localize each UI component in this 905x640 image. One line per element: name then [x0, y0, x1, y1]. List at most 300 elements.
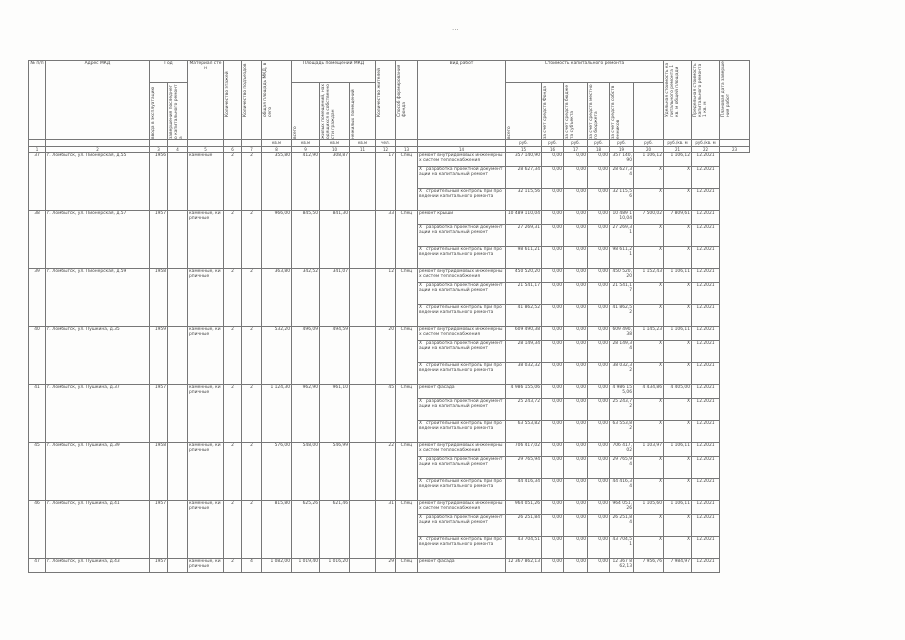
- cost-fed: 0,00: [542, 537, 564, 559]
- cost-reg: 0,00: [564, 479, 588, 501]
- cost-fed: 0,00: [542, 327, 564, 341]
- table-row: [29, 269, 750, 283]
- header-entrances: Количество подъездов: [242, 61, 262, 140]
- cost-date: 12.2021: [692, 189, 720, 211]
- cost-unit: 4 434,86: [634, 385, 664, 399]
- header-cost-reg: за счет средств бюджета субъекта: [564, 83, 588, 140]
- work-code: X: [419, 399, 423, 405]
- cost-total: 28 149,34: [506, 341, 542, 363]
- cost-unit: X: [634, 515, 664, 537]
- year-overhaul: [168, 327, 188, 385]
- cost-date: 12.2021: [692, 559, 720, 573]
- work-type: [418, 167, 506, 189]
- units-row: [29, 140, 750, 147]
- cost-loc: 0,00: [588, 283, 610, 305]
- header-area-nonliving: нежилых помещений: [350, 83, 376, 140]
- area-living: 494,59: [320, 327, 350, 385]
- building-no: 46: [29, 501, 46, 559]
- cost-total: 98 611,21: [506, 247, 542, 269]
- work-name: строительный контроль при проведении капитального ремонта: [419, 305, 502, 316]
- cost-unit: 7 956,76: [634, 559, 664, 573]
- entrances-count: 2: [242, 385, 262, 443]
- cost-total: 32 115,56: [506, 189, 542, 211]
- cost-limit: X: [664, 363, 692, 385]
- cost-date: 12.2021: [692, 457, 720, 479]
- cost-unit: 1 103,97: [634, 443, 664, 457]
- cost-date: 12.2021: [692, 501, 720, 515]
- cost-date: 12.2021: [692, 363, 720, 385]
- entrances-count: 2: [242, 211, 262, 269]
- column-number-cell: 17: [564, 147, 588, 153]
- cost-reg: 0,00: [564, 189, 588, 211]
- cost-limit: 1 106,11: [664, 443, 692, 457]
- cost-own: 32 115,56: [610, 189, 634, 211]
- work-name: разработка проектной документации на капитальный ремонт: [419, 225, 503, 236]
- cost-limit: 1 106,11: [664, 501, 692, 515]
- building-address: г. Ломбыгск, ул. Пионерская, д.59: [46, 269, 150, 327]
- work-code: X: [419, 305, 423, 311]
- building-no: 47: [29, 559, 46, 573]
- cost-unit: X: [634, 225, 664, 247]
- cost-own: 450 520,20: [610, 269, 634, 283]
- area-nonliving: [350, 153, 376, 211]
- cost-fed: 0,00: [542, 269, 564, 283]
- unit-cell: чел.: [376, 140, 396, 147]
- building-no: 37: [29, 153, 46, 211]
- work-name: ремонт крыши: [419, 211, 454, 217]
- header-floors: Количество этажей: [224, 61, 242, 140]
- floors-count: 2: [224, 443, 242, 501]
- cost-loc: 0,00: [588, 363, 610, 385]
- building-address: г. Ломбыгск, ул. Пушкина, д.39: [46, 443, 150, 501]
- cost-reg: 0,00: [564, 399, 588, 421]
- cost-limit: 7 809,61: [664, 211, 692, 225]
- area-living: 621,46: [320, 501, 350, 559]
- cost-fed: 0,00: [542, 457, 564, 479]
- column-number-cell: 23: [720, 147, 750, 153]
- cost-reg: 0,00: [564, 153, 588, 167]
- column-number-cell: 13: [396, 147, 418, 153]
- work-name: строительный контроль при проведении капитального ремонта: [419, 189, 502, 200]
- cost-total: 63 553,82: [506, 421, 542, 443]
- cost-reg: 0,00: [564, 559, 588, 573]
- work-type: [418, 305, 506, 327]
- cost-unit: X: [634, 167, 664, 189]
- building-no: 39: [29, 269, 46, 327]
- page-mark: ...: [452, 24, 459, 32]
- cost-unit: X: [634, 421, 664, 443]
- year-overhaul: [168, 269, 188, 327]
- cost-reg: 0,00: [564, 305, 588, 327]
- header-row-top: [29, 61, 750, 83]
- cost-loc: 0,00: [588, 537, 610, 559]
- year-built: 1957: [150, 211, 168, 269]
- header-year-overhaul: завершения последнего капитального ремонта: [168, 83, 188, 140]
- work-name: строительный контроль при проведении капитального ремонта: [419, 537, 502, 548]
- entrances-count: 4: [242, 559, 262, 573]
- year-built: 1956: [150, 153, 168, 211]
- cost-limit: X: [664, 515, 692, 537]
- wall-material: каменные, кирпичные: [188, 269, 224, 327]
- building-address: г. Ломбыгск, ул. Пушкина, д.35: [46, 327, 150, 385]
- cost-fed: 0,00: [542, 479, 564, 501]
- header-area-all: всего: [292, 83, 320, 140]
- cost-unit: X: [634, 537, 664, 559]
- cost-limit: 1 106,11: [664, 269, 692, 283]
- cost-total: 25 243,72: [506, 399, 542, 421]
- cost-fed: 0,00: [542, 559, 564, 573]
- cost-reg: 0,00: [564, 225, 588, 247]
- work-code: X: [419, 283, 423, 289]
- cost-loc: 0,00: [588, 515, 610, 537]
- floors-count: 2: [224, 153, 242, 211]
- work-name: разработка проектной документации на капитальный ремонт: [419, 283, 503, 294]
- year-overhaul: [168, 501, 188, 559]
- cost-unit: 1 152,43: [634, 269, 664, 283]
- cost-total: 12 367 862,13: [506, 559, 542, 573]
- area-all: 1 019,40: [292, 559, 320, 573]
- cost-date: 12.2021: [692, 443, 720, 457]
- column-number-cell: 18: [588, 147, 610, 153]
- work-code: X: [419, 189, 423, 195]
- cost-limit: X: [664, 167, 692, 189]
- cost-own: 357 140,90: [610, 153, 634, 167]
- building-address: г. Ломбыгск, ул. Пушкина, д.37: [46, 385, 150, 443]
- cost-total: 4 986 155,06: [506, 385, 542, 399]
- cost-own: 706 417,02: [610, 443, 634, 457]
- cost-limit: 1 106,12: [664, 153, 692, 167]
- work-type: [418, 225, 506, 247]
- header-residents: Количество жителей: [376, 61, 396, 140]
- work-type: [418, 515, 506, 537]
- cost-own: 25 243,72: [610, 399, 634, 421]
- unit-cell: руб.: [564, 140, 588, 147]
- area-all: 625,26: [292, 501, 320, 559]
- cost-total: 21 541,17: [506, 283, 542, 305]
- cost-loc: 0,00: [588, 167, 610, 189]
- wall-material: каменные, кирпичные: [188, 211, 224, 269]
- cost-limit: X: [664, 247, 692, 269]
- column-number-cell: 5: [188, 147, 224, 153]
- wall-material: каменные, кирпичные: [188, 327, 224, 385]
- fund-method: Спец: [396, 327, 418, 385]
- unit-cell: [46, 140, 150, 147]
- cost-date: 12.2021: [692, 167, 720, 189]
- cost-loc: 0,00: [588, 327, 610, 341]
- unit-cell: кв.м: [262, 140, 292, 147]
- cost-total: 10 489 110,04: [506, 211, 542, 225]
- cost-fed: 0,00: [542, 167, 564, 189]
- work-type: [418, 211, 506, 225]
- area-all: 962,90: [292, 385, 320, 443]
- building-address: г. Ломбыгск, ул. Пионерская, д.57: [46, 211, 150, 269]
- residents-count: 33: [376, 211, 396, 269]
- work-name: ремонт внутридомовых инженерных систем теплоснабжения: [419, 153, 503, 164]
- year-built: 1957: [150, 385, 168, 443]
- table-row: [29, 153, 750, 167]
- work-name: строительный контроль при проведении капитального ремонта: [419, 247, 502, 258]
- work-name: разработка проектной документации на капитальный ремонт: [419, 341, 503, 352]
- building-address: г. Ломбыгск, ул. Пушкина, д.41: [46, 501, 150, 559]
- area-nonliving: [350, 559, 376, 573]
- header-cost-loc: за счет средств местного бюджета: [588, 83, 610, 140]
- area-nonliving: [350, 269, 376, 327]
- cost-fed: 0,00: [542, 211, 564, 225]
- work-name: строительный контроль при проведении капитального ремонта: [419, 421, 502, 432]
- cost-reg: 0,00: [564, 327, 588, 341]
- cost-date: 12.2021: [692, 305, 720, 327]
- cost-loc: 0,00: [588, 385, 610, 399]
- cost-total: 964 051,26: [506, 501, 542, 515]
- cost-own: 10 489 110,04: [610, 211, 634, 225]
- cost-date: 12.2021: [692, 515, 720, 537]
- cost-unit: X: [634, 479, 664, 501]
- work-type: [418, 559, 506, 573]
- wall-material: каменные: [188, 153, 224, 211]
- work-code: X: [419, 225, 423, 231]
- area-nonliving: [350, 501, 376, 559]
- unit-cell: руб./кв. м: [664, 140, 692, 147]
- column-number-cell: 14: [418, 147, 506, 153]
- unit-cell: кв.м: [292, 140, 320, 147]
- residents-count: 22: [376, 443, 396, 501]
- header-method: Способ формирования фонда: [396, 61, 418, 140]
- area-all: 845,50: [292, 211, 320, 269]
- cost-own: 28 149,34: [610, 341, 634, 363]
- area-all: 412,90: [292, 153, 320, 211]
- work-name: разработка проектной документации на капитальный ремонт: [419, 167, 503, 178]
- cost-own: 12 367 862,13: [610, 559, 634, 573]
- cost-date: 12.2021: [692, 225, 720, 247]
- cost-limit: X: [664, 479, 692, 501]
- header-total-area: общая площадь МКД, всего: [262, 61, 292, 140]
- cost-reg: 0,00: [564, 247, 588, 269]
- area-nonliving: [350, 327, 376, 385]
- column-number-cell: 16: [542, 147, 564, 153]
- work-type: [418, 363, 506, 385]
- cost-fed: 0,00: [542, 283, 564, 305]
- cost-own: 98 611,21: [610, 247, 634, 269]
- cost-loc: 0,00: [588, 443, 610, 457]
- wall-material: каменные, кирпичные: [188, 501, 224, 559]
- building-address: г. Ломбыгск, ул. Пушкина, д.43: [46, 559, 150, 573]
- cost-total: 357 140,90: [506, 153, 542, 167]
- cost-unit: 7 500,02: [634, 211, 664, 225]
- cost-date: 12.2021: [692, 479, 720, 501]
- work-type: [418, 399, 506, 421]
- cost-total: 41 862,52: [506, 305, 542, 327]
- cost-reg: 0,00: [564, 167, 588, 189]
- cost-unit: X: [634, 305, 664, 327]
- fund-method: Спец: [396, 211, 418, 269]
- table-row: [29, 443, 750, 457]
- unit-cell: [720, 140, 750, 147]
- total-area: 815,80: [262, 501, 292, 559]
- cost-fed: 0,00: [542, 399, 564, 421]
- area-living: 961,10: [320, 385, 350, 443]
- header-year-built: ввода в эксплуатацию: [150, 83, 168, 140]
- work-type: [418, 421, 506, 443]
- cost-fed: 0,00: [542, 421, 564, 443]
- residents-count: 20: [376, 327, 396, 385]
- fund-method: Спец: [396, 559, 418, 573]
- area-all: 342,52: [292, 269, 320, 327]
- cost-total: 38 032,32: [506, 363, 542, 385]
- header-area-group: Площадь помещений МКД: [292, 61, 376, 83]
- header-unit-cost: Удельная стоимость капитального ремонта 1 кв. м общей площади: [664, 61, 692, 140]
- year-overhaul: [168, 559, 188, 573]
- cost-unit: X: [634, 363, 664, 385]
- cost-total: 29 765,94: [506, 457, 542, 479]
- header-area-living: жилых помещений, находящихся в собственности граждан: [320, 83, 350, 140]
- work-name: разработка проектной документации на капитальный ремонт: [419, 515, 503, 526]
- header-year-group: Год: [150, 61, 188, 83]
- column-number-cell: 3: [150, 147, 168, 153]
- cost-unit: X: [634, 341, 664, 363]
- residents-count: 29: [376, 559, 396, 573]
- cost-own: 27 269,31: [610, 225, 634, 247]
- year-built: 1958: [150, 443, 168, 501]
- work-type: [418, 327, 506, 341]
- work-code: X: [419, 515, 423, 521]
- building-no: 41: [29, 385, 46, 443]
- year-built: 1959: [150, 327, 168, 385]
- year-overhaul: [168, 153, 188, 211]
- column-number-cell: 10: [320, 147, 350, 153]
- cost-fed: 0,00: [542, 247, 564, 269]
- work-name: ремонт внутридомовых инженерных систем теплоснабжения: [419, 443, 503, 454]
- cost-loc: 0,00: [588, 225, 610, 247]
- area-all: 548,00: [292, 443, 320, 501]
- work-type: [418, 501, 506, 515]
- work-code: X: [419, 421, 423, 427]
- cost-date: 12.2021: [692, 211, 720, 225]
- cost-unit: 1 106,12: [634, 153, 664, 167]
- entrances-count: 2: [242, 153, 262, 211]
- work-code: X: [419, 457, 423, 463]
- cost-fed: 0,00: [542, 189, 564, 211]
- cost-unit: X: [634, 189, 664, 211]
- cost-own: 41 862,52: [610, 305, 634, 327]
- cost-unit: X: [634, 457, 664, 479]
- cost-date: 12.2021: [692, 385, 720, 399]
- work-code: X: [419, 167, 423, 173]
- column-number-cell: 4: [168, 147, 188, 153]
- floors-count: 2: [224, 327, 242, 385]
- floors-count: 2: [224, 385, 242, 443]
- cost-total: 706 417,02: [506, 443, 542, 457]
- cost-reg: 0,00: [564, 443, 588, 457]
- unit-cell: кв.м: [320, 140, 350, 147]
- cost-reg: 0,00: [564, 211, 588, 225]
- total-area: 966,00: [262, 211, 292, 269]
- unit-cell: руб./кв. м: [692, 140, 720, 147]
- unit-cell: руб.: [588, 140, 610, 147]
- header-deadline: Плановая дата завершения работ: [720, 61, 750, 140]
- building-no: 38: [29, 211, 46, 269]
- cost-date: 12.2021: [692, 247, 720, 269]
- work-type: [418, 457, 506, 479]
- cost-limit: X: [664, 399, 692, 421]
- table-row: [29, 211, 750, 225]
- area-nonliving: [350, 385, 376, 443]
- residents-count: 45: [376, 385, 396, 443]
- cost-loc: 0,00: [588, 559, 610, 573]
- cost-own: 609 490,38: [610, 327, 634, 341]
- cost-limit: 4 405,00: [664, 385, 692, 399]
- table-row: [29, 559, 750, 573]
- column-number-cell: 9: [292, 147, 320, 153]
- work-type: [418, 443, 506, 457]
- header-cost-group: Стоимость капитального ремонта: [506, 61, 664, 83]
- area-living: 341,07: [320, 269, 350, 327]
- column-number-cell: 21: [664, 147, 692, 153]
- cost-fed: 0,00: [542, 305, 564, 327]
- cost-limit: 1 106,11: [664, 327, 692, 341]
- work-type: [418, 153, 506, 167]
- wall-material: каменные, кирпичные: [188, 385, 224, 443]
- entrances-count: 2: [242, 269, 262, 327]
- year-overhaul: [168, 443, 188, 501]
- cost-limit: X: [664, 283, 692, 305]
- cost-fed: 0,00: [542, 225, 564, 247]
- cost-limit: X: [664, 341, 692, 363]
- work-name: разработка проектной документации на капитальный ремонт: [419, 399, 503, 410]
- cost-own: 28 627,34: [610, 167, 634, 189]
- total-area: 532,20: [262, 327, 292, 385]
- entrances-count: 2: [242, 443, 262, 501]
- header-limit-cost: Предельная стоимость капитального ремонта 1 кв. м: [692, 61, 720, 140]
- cost-limit: X: [664, 225, 692, 247]
- column-number-cell: 7: [242, 147, 262, 153]
- floors-count: 2: [224, 211, 242, 269]
- fund-method: Спец: [396, 501, 418, 559]
- cost-loc: 0,00: [588, 211, 610, 225]
- table-row: [29, 501, 750, 515]
- column-number-cell: 8: [262, 147, 292, 153]
- work-name: ремонт фасада: [419, 385, 455, 391]
- work-code: X: [419, 479, 423, 485]
- cost-unit: X: [634, 399, 664, 421]
- unit-cell: руб.: [610, 140, 634, 147]
- cost-date: 12.2021: [692, 269, 720, 283]
- cost-fed: 0,00: [542, 153, 564, 167]
- cost-date: 12.2021: [692, 153, 720, 167]
- cost-fed: 0,00: [542, 515, 564, 537]
- work-type: [418, 283, 506, 305]
- unit-cell: руб.: [634, 140, 664, 147]
- area-living: 546,99: [320, 443, 350, 501]
- work-name: строительный контроль при проведении капитального ремонта: [419, 363, 502, 374]
- work-type: [418, 247, 506, 269]
- building-no: 45: [29, 443, 46, 501]
- cost-reg: 0,00: [564, 363, 588, 385]
- work-type: [418, 269, 506, 283]
- building-no: 40: [29, 327, 46, 385]
- unit-cell: [150, 140, 168, 147]
- work-name: ремонт фасада: [419, 559, 455, 565]
- work-name: разработка проектной документации на капитальный ремонт: [419, 457, 503, 468]
- cost-reg: 0,00: [564, 421, 588, 443]
- area-all: 496,09: [292, 327, 320, 385]
- cost-date: 12.2021: [692, 341, 720, 363]
- unit-cell: [418, 140, 506, 147]
- cost-loc: 0,00: [588, 305, 610, 327]
- cost-own: 964 051,26: [610, 501, 634, 515]
- cost-own: 63 553,82: [610, 421, 634, 443]
- work-name: строительный контроль при проведении капитального ремонта: [419, 479, 502, 490]
- cost-limit: X: [664, 189, 692, 211]
